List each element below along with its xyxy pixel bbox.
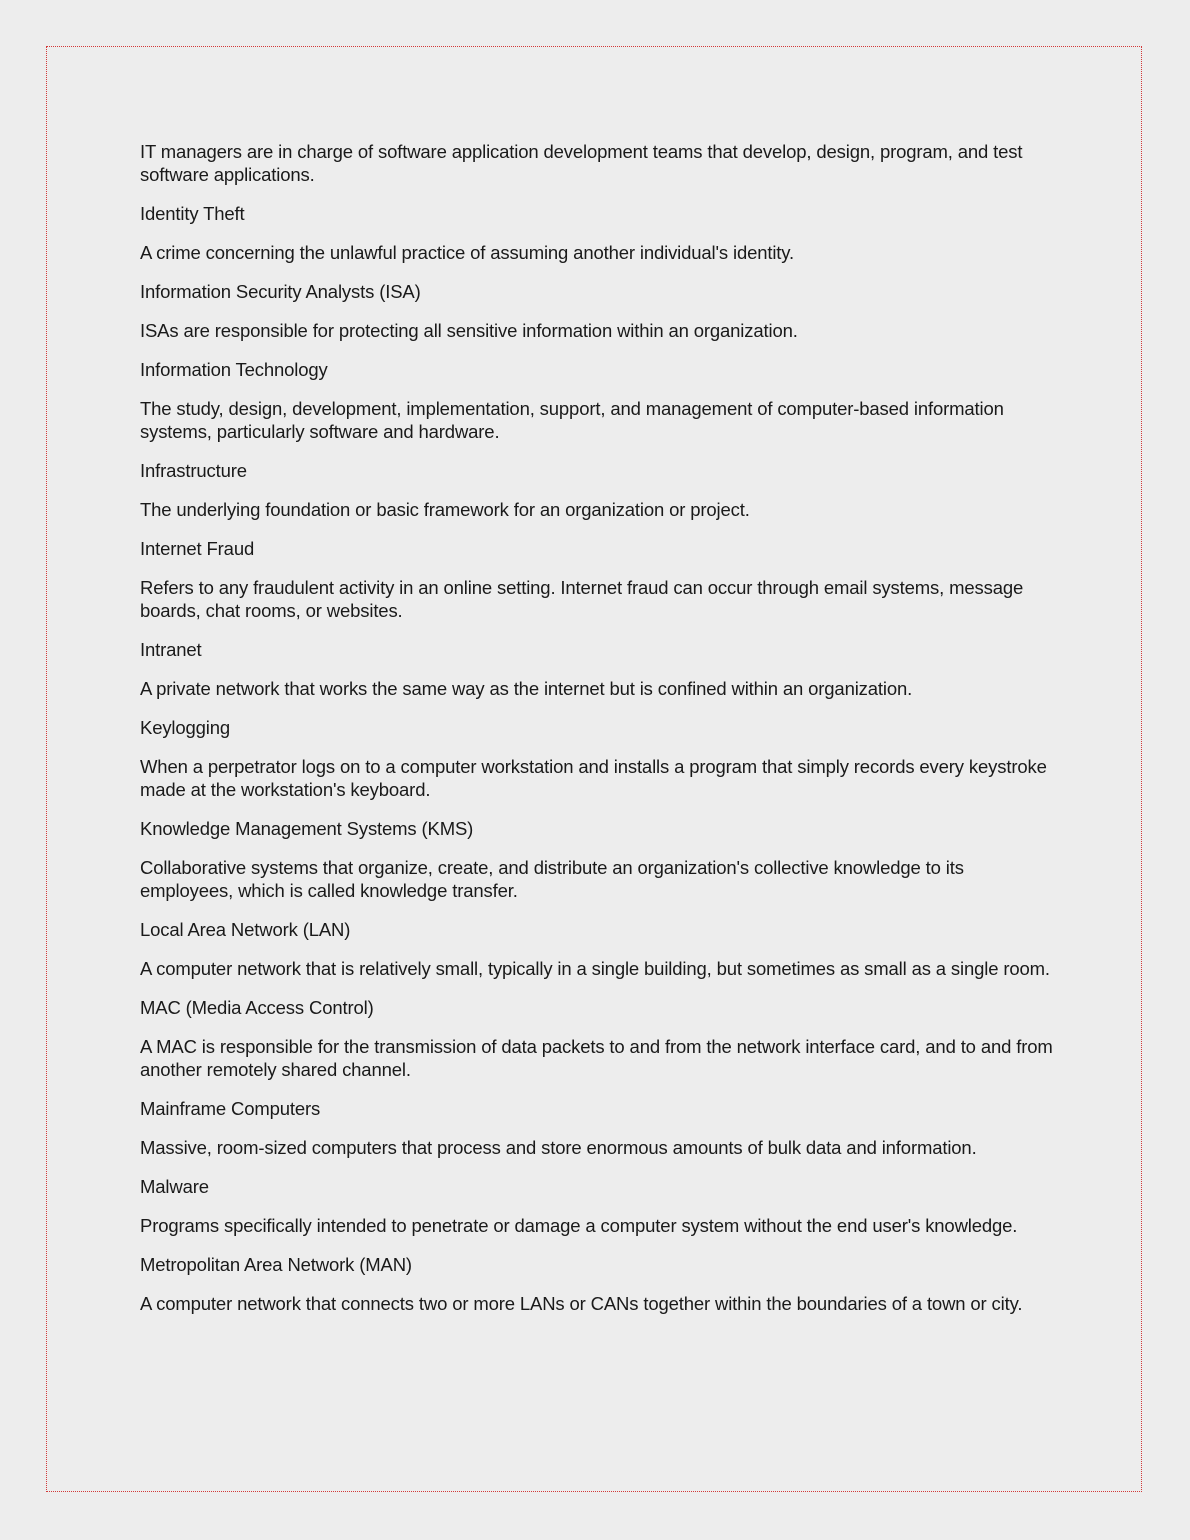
definition-identity-theft: A crime concerning the unlawful practice of assuming another individual's identity. <box>140 242 795 263</box>
term-keylogging: Keylogging <box>140 717 231 738</box>
term-knowledge-management-systems: Knowledge Management Systems (KMS) <box>140 818 474 839</box>
term-infrastructure: Infrastructure <box>140 460 247 481</box>
definition-knowledge-management-systems: Collaborative systems that organize, create, and distribute an organization's collective knowledge to its employees, which is called knowledge transfer. <box>140 857 964 901</box>
definition-malware: Programs specifically intended to penetrate or damage a computer system without the end user's knowledge. <box>140 1215 1018 1236</box>
definition-metropolitan-area-network: A computer network that connects two or more LANs or CANs together within the boundaries of a town or city. <box>140 1293 1023 1314</box>
definition-infrastructure: The underlying foundation or basic framework for an organization or project. <box>140 499 750 520</box>
definition-information-security-analysts: ISAs are responsible for protecting all sensitive information within an organization. <box>140 320 798 341</box>
definition-mac: A MAC is responsible for the transmission of data packets to and from the network interface card, and to and from another remotely shared channel. <box>140 1036 1053 1080</box>
term-metropolitan-area-network: Metropolitan Area Network (MAN) <box>140 1254 412 1275</box>
term-information-technology: Information Technology <box>140 359 328 380</box>
definition-information-technology: The study, design, development, implementation, support, and management of computer-based information systems, particularly software and hardware. <box>140 398 1004 442</box>
definition-keylogging: When a perpetrator logs on to a computer workstation and installs a program that simply records every keystroke made at the workstation's keyboard. <box>140 756 1047 800</box>
term-malware: Malware <box>140 1176 209 1197</box>
term-internet-fraud: Internet Fraud <box>140 538 255 559</box>
intro-definition: IT managers are in charge of software application development teams that develop, design, program, and test software applications. <box>140 141 1023 185</box>
definition-internet-fraud: Refers to any fraudulent activity in an online setting. Internet fraud can occur through email systems, message boards, chat rooms, or websites. <box>140 577 1024 621</box>
term-local-area-network: Local Area Network (LAN) <box>140 919 351 940</box>
term-mac: MAC (Media Access Control) <box>140 997 374 1018</box>
term-identity-theft: Identity Theft <box>140 203 245 224</box>
definition-intranet: A private network that works the same way as the internet but is confined within an organization. <box>140 678 913 699</box>
glossary-content <box>140 140 1055 1331</box>
term-intranet: Intranet <box>140 639 202 660</box>
definition-local-area-network: A computer network that is relatively small, typically in a single building, but sometimes as small as a single room. <box>140 958 1050 979</box>
term-information-security-analysts: Information Security Analysts (ISA) <box>140 281 421 302</box>
term-mainframe-computers: Mainframe Computers <box>140 1098 321 1119</box>
definition-mainframe-computers: Massive, room-sized computers that process and store enormous amounts of bulk data and information. <box>140 1137 977 1158</box>
